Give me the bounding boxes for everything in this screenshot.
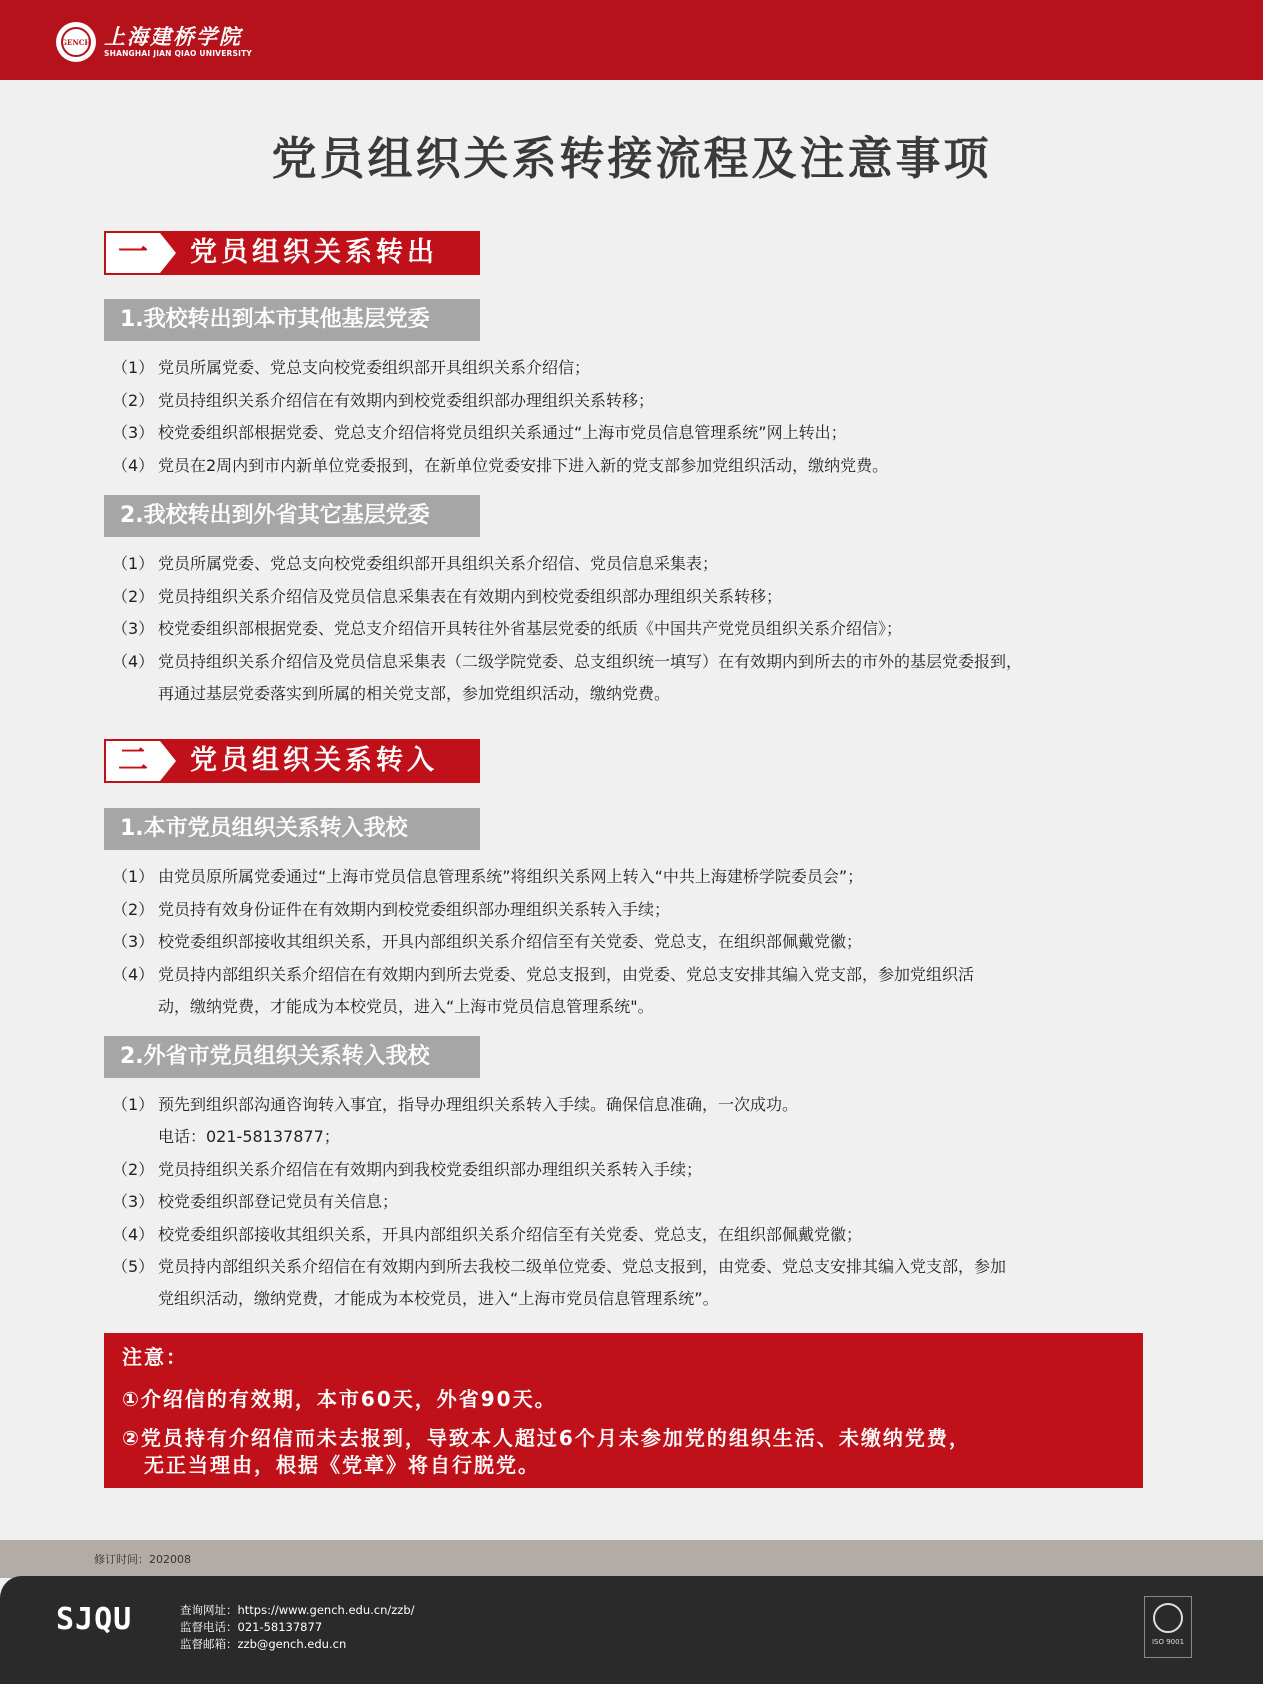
section-header-in [104,739,480,783]
footer-email[interactable]: 监督邮箱：zzb@gench.edu.cn [180,1637,347,1651]
seal-icon [56,22,96,62]
section-number: 一 [118,235,148,270]
list-item: （4） 党员持内部组织关系介绍信在有效期内到所去党委、党总支报到，由党委、党总支安排其编入党支部，参加党组织活 [112,965,975,984]
revision-date: 修订时间：202008 [94,1553,191,1566]
notice-line: 无正当理由，根据《党章》将自行脱党。 [122,1453,540,1477]
section-label: 党员组织关系转出 [190,237,438,268]
footer-brand: SJQU [56,1602,133,1637]
list-item: （2） 党员持组织关系介绍信在有效期内到我校党委组织部办理组织关系转入手续； [112,1160,703,1179]
notice-line: ②党员持有介绍信而未去报到，导致本人超过6个月未参加党的组织生活、未缴纳党费， [122,1426,971,1450]
section-header-out [104,231,480,275]
subsection-title: 1.我校转出到本市其他基层党委 [104,299,480,341]
list-item: （1） 预先到组织部沟通咨询转入事宜，指导办理组织关系转入手续。确保信息准确，一次成功。 [112,1095,799,1114]
notice-line: ①介绍信的有效期，本市60天，外省90天。 [122,1387,557,1411]
list-item-continuation: 再通过基层党委落实到所属的相关党支部，参加党组织活动，缴纳党费。 [158,684,671,703]
section-number: 二 [118,743,148,778]
list-item: （3） 校党委组织部接收其组织关系，开具内部组织关系介绍信至有关党委、党总支，在组织部佩戴党徽； [112,932,863,951]
list-item: （4） 党员持组织关系介绍信及党员信息采集表（二级学院党委、总支组织统一填写）在有效期内到所去的市外的基层党委报到， [112,652,1023,671]
list-item: （3） 校党委组织部根据党委、党总支介绍信将党员组织关系通过“上海市党员信息管理系统”网上转出； [112,423,847,442]
list-item: （1） 党员所属党委、党总支向校党委组织部开具组织关系介绍信、党员信息采集表； [112,554,719,573]
list-item: （2） 党员持有效身份证件在有效期内到校党委组织部办理组织关系转入手续； [112,900,671,919]
arrow-icon [160,741,176,781]
list-item-continuation: 动，缴纳党费，才能成为本校党员，进入“上海市党员信息管理系统"。 [158,997,654,1016]
list-item: （1） 由党员原所属党委通过“上海市党员信息管理系统”将组织关系网上转入“中共上海建桥学院委员会”； [112,867,864,886]
iso-icon [1153,1603,1183,1633]
logo-en-name: SHANGHAI JIAN QIAO UNIVERSITY [104,49,253,58]
iso-cert-badge [1144,1596,1192,1658]
list-item: （3） 校党委组织部根据党委、党总支介绍信开具转往外省基层党委的纸质《中国共产党党员组织关系介绍信》； [112,619,903,638]
list-item: （2） 党员持组织关系介绍信在有效期内到校党委组织部办理组织关系转移； [112,391,655,410]
logo-cn-name: 上海建桥学院 [104,24,242,49]
list-item-continuation: 党组织活动，缴纳党费，才能成为本校党员，进入“上海市党员信息管理系统”。 [158,1289,719,1308]
section-label: 党员组织关系转入 [190,745,438,776]
list-item: （4） 党员在2周内到市内新单位党委报到，在新单位党委安排下进入新的党支部参加党组织活动，缴纳党费。 [112,456,889,475]
list-item-continuation: 电话：021-58137877； [158,1127,340,1146]
subsection-title: 2.外省市党员组织关系转入我校 [104,1036,480,1078]
notice-box [104,1333,1143,1488]
iso-label: ISO 9001 [1151,1638,1185,1646]
subsection-title: 1.本市党员组织关系转入我校 [104,808,480,850]
list-item: （3） 校党委组织部登记党员有关信息； [112,1192,399,1211]
list-item: （2） 党员持组织关系介绍信及党员信息采集表在有效期内到校党委组织部办理组织关系转移； [112,587,783,606]
footer-phone: 监督电话：021-58137877 [180,1620,323,1634]
notice-title: 注意： [122,1345,188,1369]
list-item: （1） 党员所属党委、党总支向校党委组织部开具组织关系介绍信； [112,358,591,377]
footer-site[interactable]: 查询网址：https://www.gench.edu.cn/zzb/ [180,1603,415,1617]
subsection-title: 2.我校转出到外省其它基层党委 [104,495,480,537]
university-logo [56,22,252,62]
arrow-icon [160,233,176,273]
seal-mark: GENCH [61,27,91,57]
list-item: （4） 校党委组织部接收其组织关系，开具内部组织关系介绍信至有关党委、党总支，在组织部佩戴党徽； [112,1225,863,1244]
list-item: （5） 党员持内部组织关系介绍信在有效期内到所去我校二级单位党委、党总支报到，由党委、党总支安排其编入党支部，参加 [112,1257,1007,1276]
page-title: 党员组织关系转接流程及注意事项 [271,132,992,185]
